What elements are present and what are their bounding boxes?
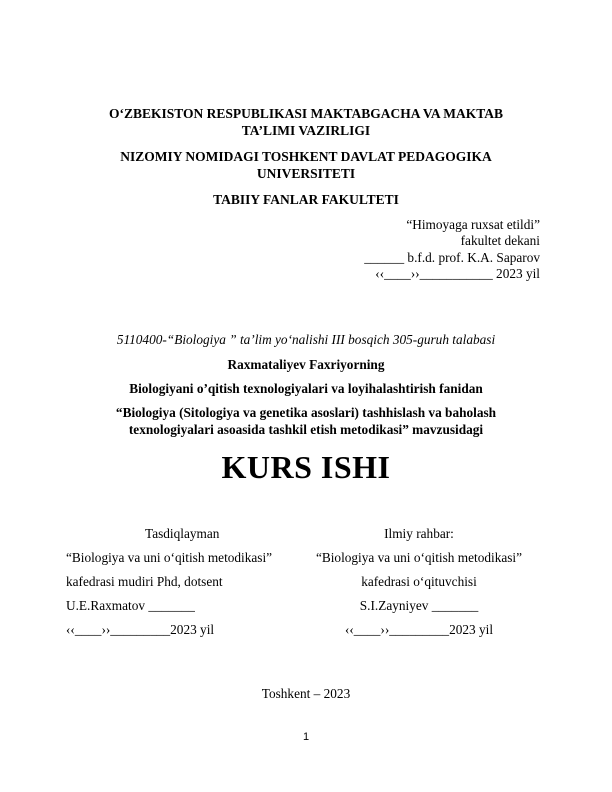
left-sign-dept: “Biologiya va uni o‘qitish metodikasi”	[66, 550, 273, 565]
topic-line-2: texnologiyalari asoasida tashkil etish metodikasi” mavzusidagi	[128, 422, 484, 437]
right-sign-name: S.I.Zayniyev _______	[359, 598, 479, 613]
university-line-2: UNIVERSITETI	[256, 166, 356, 181]
page-number: 1	[302, 731, 310, 743]
left-sign-name: U.E.Raxmatov _______	[66, 598, 195, 613]
ministry-line-1: O‘ZBEKISTON RESPUBLIKASI MAKTABGACHA VA MAKTAB	[108, 106, 504, 121]
right-sign-date: ‹‹____››_________2023 yil	[344, 622, 494, 637]
right-sign-label: Ilmiy rahbar:	[384, 526, 454, 541]
approval-signer: ______ b.f.d. prof. K.A. Saparov	[364, 250, 540, 265]
work-title: KURS ISHI	[221, 449, 391, 485]
subject-line: Biologiyani o’qitish texnologiyalari va loyihalashtirish fanidan	[129, 381, 483, 396]
left-sign-label: Tasdiqlayman	[145, 526, 220, 541]
topic-line-1: “Biologiya (Sitologiya va genetika asoslari) tashhislash va baholash	[115, 405, 497, 420]
city-year: Toshkent – 2023	[261, 686, 351, 701]
right-sign-dept: “Biologiya va uni o‘qitish metodikasi”	[315, 550, 523, 565]
approval-role: fakultet dekani	[460, 233, 540, 248]
approval-date: ‹‹____››___________ 2023 yil	[375, 266, 540, 281]
approval-title: “Himoyaga ruxsat etildi”	[406, 217, 540, 232]
left-sign-date: ‹‹____››_________2023 yil	[66, 622, 215, 637]
left-sign-position: kafedrasi mudiri Phd, dotsent	[66, 574, 223, 589]
student-name: Raxmataliyev Faxriyorning	[227, 357, 385, 372]
ministry-line-2: TA’LIMI VAZIRLIGI	[241, 123, 371, 138]
faculty-name: TABIIY FANLAR FAKULTETI	[213, 192, 399, 207]
right-sign-position: kafedrasi o‘qituvchisi	[361, 574, 477, 589]
university-line-1: NIZOMIY NOMIDAGI TOSHKENT DAVLAT PEDAGOGIKA	[120, 149, 492, 164]
program-line: 5110400-“Biologiya ” ta’lim yo‘nalishi III bosqich 305-guruh talabasi	[116, 332, 496, 347]
